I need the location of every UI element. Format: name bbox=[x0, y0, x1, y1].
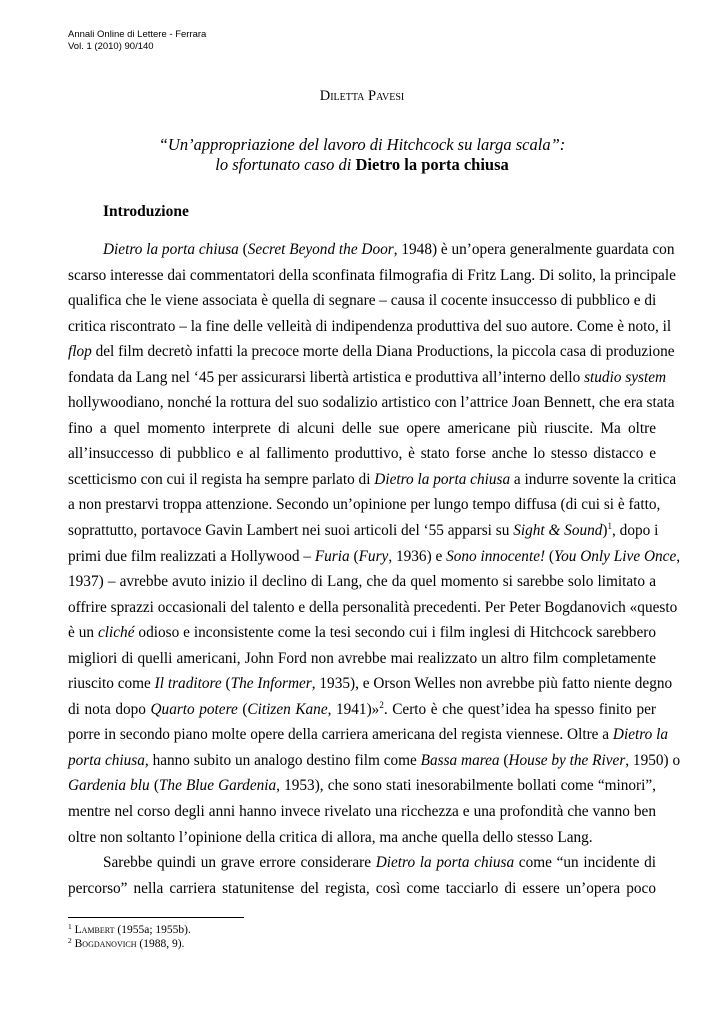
article-title bbox=[0, 135, 724, 175]
body-line: oltre non soltanto l’opinione della critica di allora, ma anche quella dello stesso Lang. bbox=[68, 828, 593, 846]
body-line: primi due film realizzati a Hollywood – Furia (Fury, 1936) e Sono innocente! (You Only Live Once, bbox=[68, 547, 681, 565]
body-line: scetticismo con cui il regista ha sempre parlato di Dietro la porta chiusa a indurre sovente la critica bbox=[68, 470, 677, 488]
body-line: percorso” nella carriera statunitense del regista, così come tacciarlo di essere un’opera poco bbox=[68, 879, 656, 897]
body-line: mentre nel corso degli anni hanno invece rivelato una ricchezza e una profondità che vanno ben bbox=[68, 803, 656, 821]
body-text bbox=[68, 237, 681, 901]
footnote-number: 2 bbox=[68, 935, 72, 945]
section-heading: Introduzione bbox=[103, 203, 189, 220]
body-line: offrire sprazzi occasionali del talento e della personalità precedenti. Per Peter Bogdanovich «questo bbox=[68, 598, 678, 616]
body-line: fino a quel momento interprete di alcuni delle sue opere americane più riuscite. Ma oltre bbox=[68, 419, 656, 437]
body-line: è un cliché odioso e inconsistente come la tesi secondo cui i film inglesi di Hitchcock sarebbero bbox=[68, 624, 656, 642]
body-line: porta chiusa, hanno subito un analogo destino film come Bassa marea (House by the River, 1950) o bbox=[68, 751, 681, 769]
title-line-2-prefix: lo sfortunato caso di bbox=[215, 155, 352, 174]
body-line: porre in secondo piano molte opere della carriera americana del regista viennese. Oltre a Dietro la bbox=[68, 726, 669, 744]
body-line: critica riscontrato – la fine delle velleità di indipendenza produttiva del suo autore. Come è noto, il bbox=[68, 317, 672, 335]
journal-name: Annali Online di Lettere - Ferrara bbox=[68, 29, 207, 40]
footnote bbox=[68, 924, 191, 938]
footnote-number: 1 bbox=[68, 922, 72, 931]
body-line: 1937) – avrebbe avuto inizio il declino di Lang, che da quel momento si sarebbe solo limitato a bbox=[68, 573, 656, 591]
body-line: flop del film decretò infatti la precoce morte della Diana Productions, la piccola casa di produzione bbox=[68, 343, 675, 361]
footnote-author: Bogdanovich bbox=[74, 937, 137, 950]
running-header bbox=[68, 29, 206, 52]
footnote bbox=[68, 935, 191, 952]
body-line: Sarebbe quindi un grave errore considerare Dietro la porta chiusa come “un incidente di bbox=[103, 854, 656, 872]
footnote-rule bbox=[68, 917, 244, 918]
title-line-1: “Un’appropriazione del lavoro di Hitchcock su larga scala”: bbox=[158, 135, 566, 154]
body-line: all’insuccesso di pubblico e al fallimento produttivo, è stato forse anche lo stesso distacco e bbox=[68, 445, 656, 463]
body-line: soprattutto, portavoce Gavin Lambert nei suoi articoli del ‘55 apparsi su Sight & Sound)$^1$, dopo i bbox=[68, 521, 659, 540]
body-line: hollywoodiano, nonché la rottura del suo sodalizio artistico con l’attrice Joan Bennett, che era stata bbox=[68, 394, 675, 412]
volume-page: Vol. 1 (2010) 90/140 bbox=[68, 40, 154, 52]
body-line: fondata da Lang nel ‘45 per assicurarsi libertà artistica e produttiva all’interno dello studio system bbox=[68, 368, 667, 386]
author-name: Diletta Pavesi bbox=[319, 88, 405, 104]
body-line: a non prestarvi troppa attenzione. Secondo un’opinione per lungo tempo diffusa (di cui si è fatto, bbox=[68, 496, 661, 514]
footnote-ref: (1955a; 1955b). bbox=[114, 924, 191, 936]
body-line: migliori di quelli americani, John Ford non avrebbe mai realizzato un altro film completamente bbox=[68, 649, 656, 667]
footnotes bbox=[68, 924, 191, 951]
body-line: di nota dopo Quarto potere (Citizen Kane, 1941)»$^2$. Certo è che quest’idea ha spesso finito per bbox=[68, 699, 656, 718]
body-line: riuscito come Il traditore (The Informer, 1935), e Orson Welles non avrebbe più fatto niente degno bbox=[68, 675, 673, 693]
body-line: qualifica che le viene associata è quella di segnare – causa il cocente insuccesso di pubblico e di bbox=[68, 292, 657, 310]
title-film: Dietro la porta chiusa bbox=[355, 155, 509, 174]
footnote-author: Lambert bbox=[74, 924, 115, 936]
body-line: scarso interesse dai commentatori della sconfinata filmografia di Fritz Lang. Di solito, la principale bbox=[68, 266, 676, 284]
body-line: Gardenia blu (The Blue Gardenia, 1953), che sono stati inesorabilmente bollati come “minori”, bbox=[68, 777, 657, 795]
body-line: Dietro la porta chiusa (Secret Beyond the Door, 1948) è un’opera generalmente guardata con bbox=[103, 241, 675, 258]
footnote-ref: (1988, 9). bbox=[136, 937, 185, 950]
